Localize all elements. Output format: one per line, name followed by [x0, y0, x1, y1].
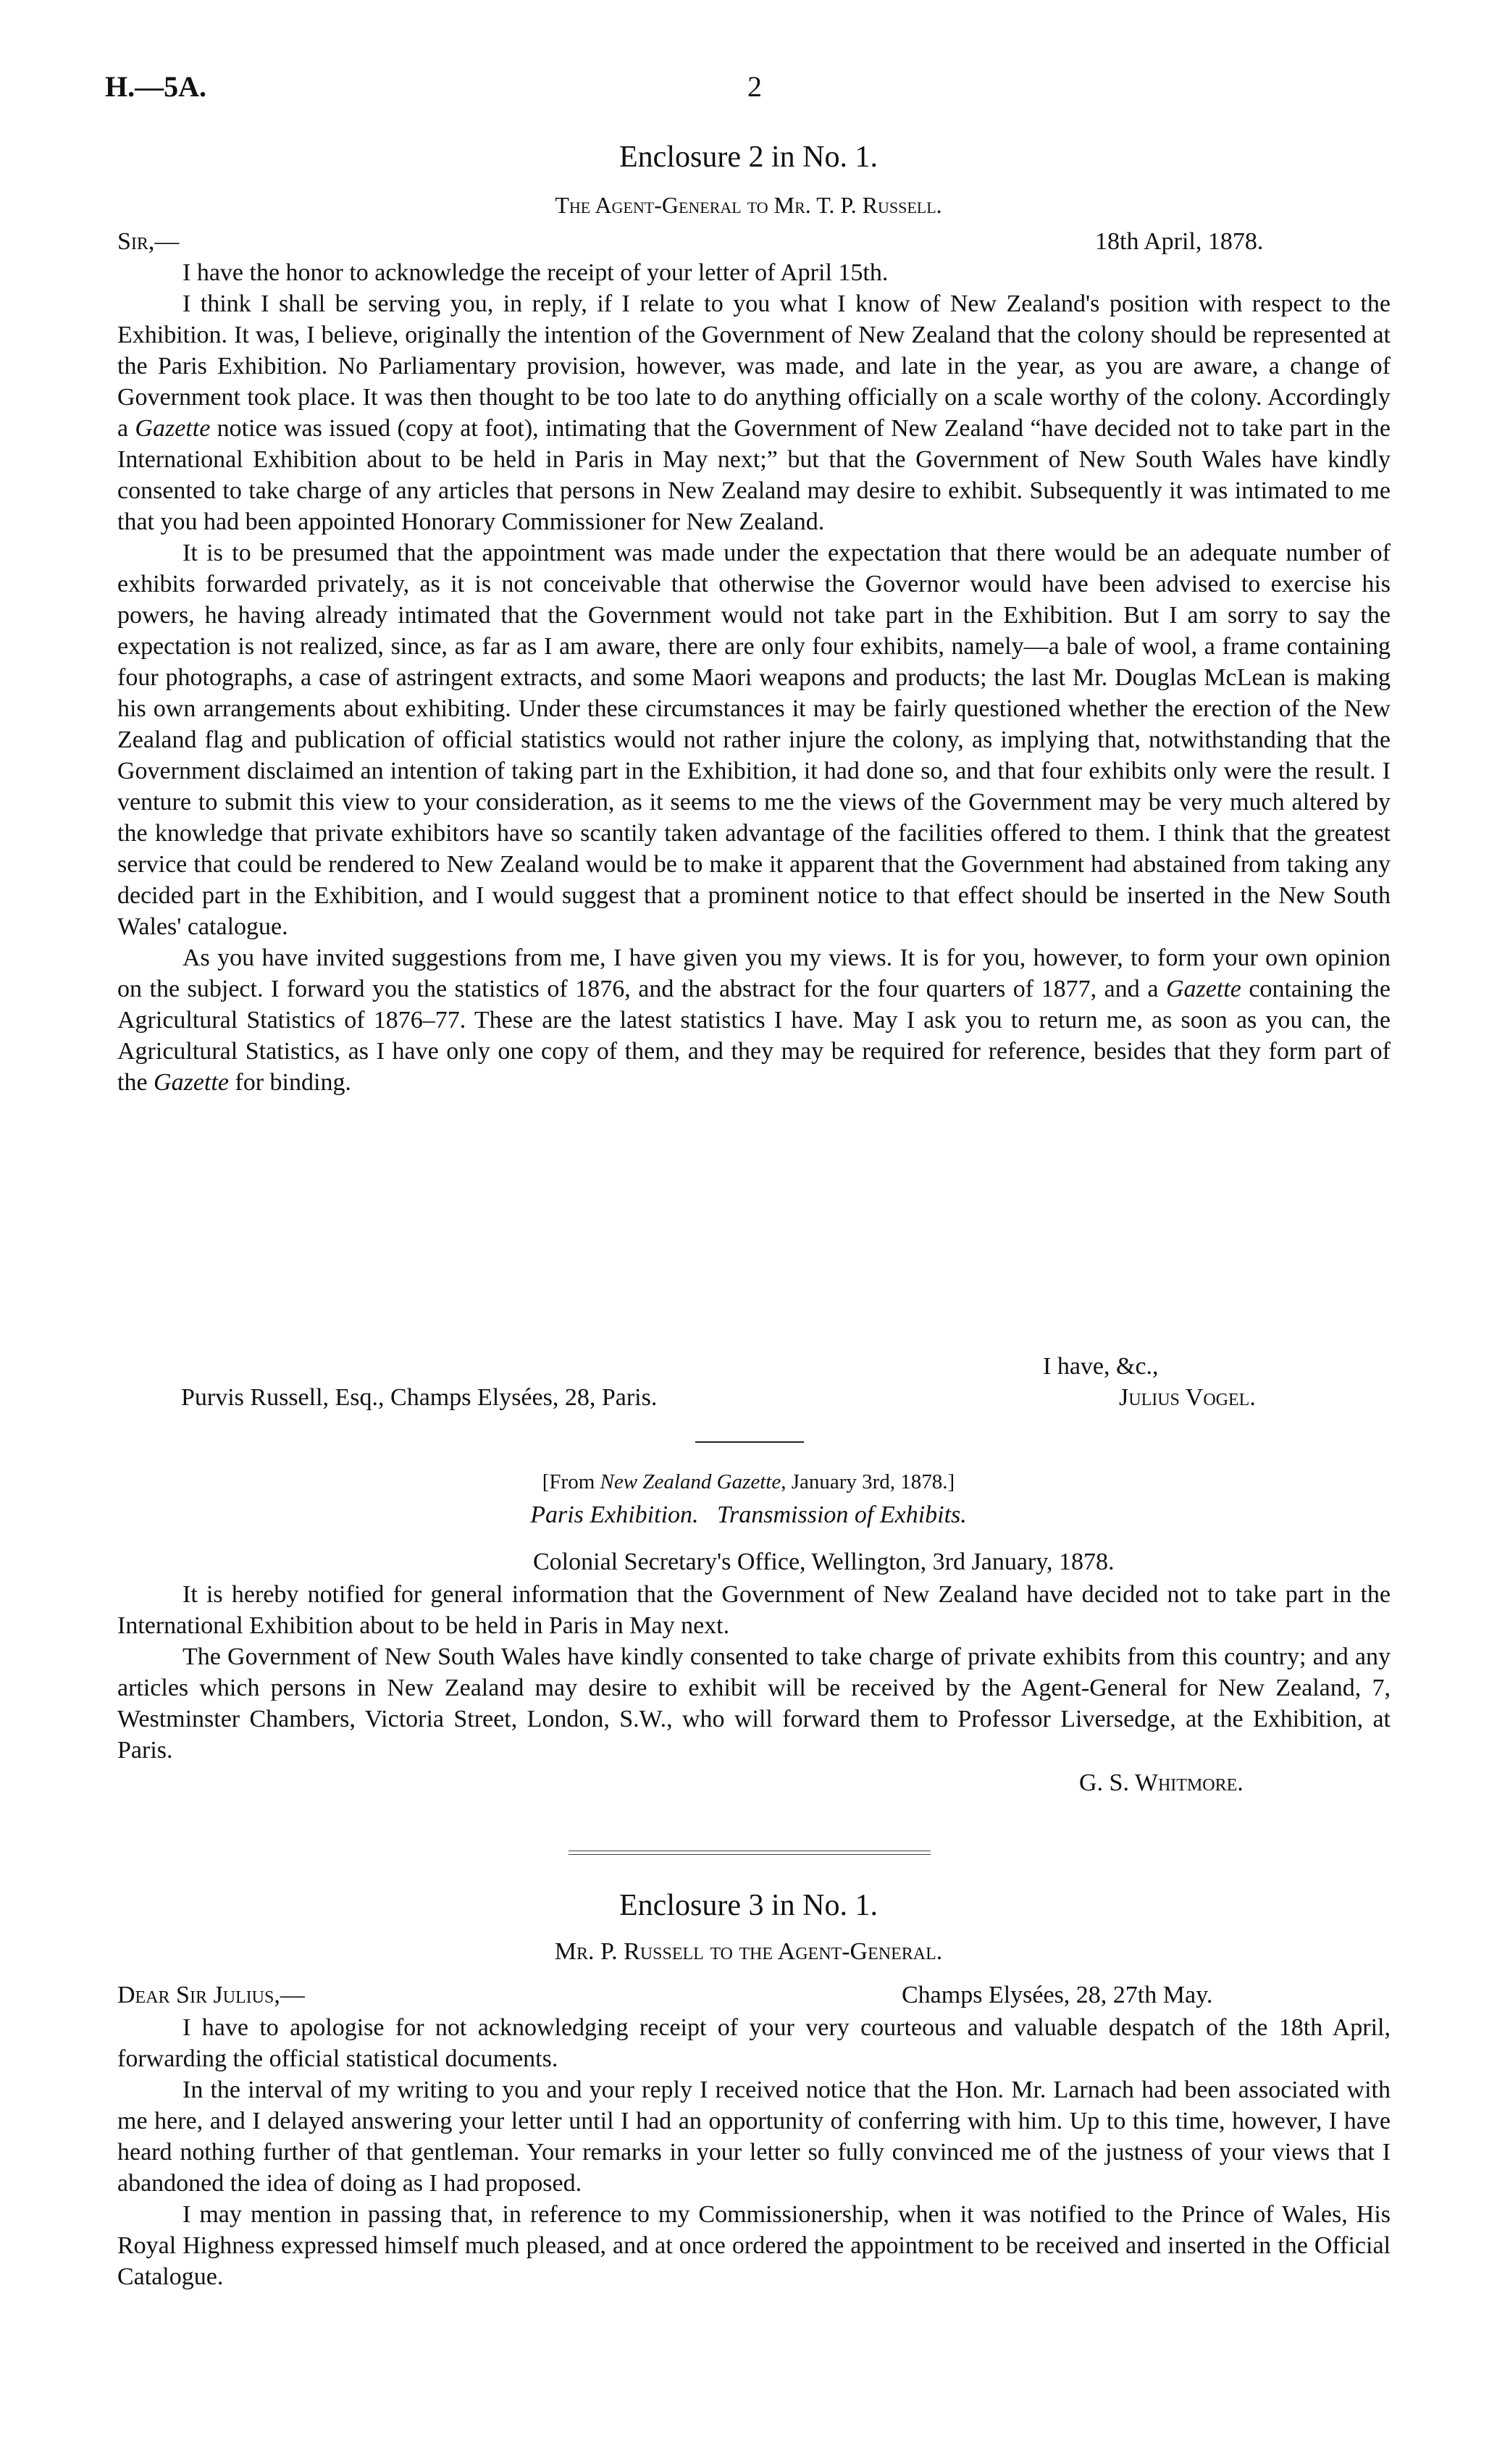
paragraph: It is hereby notified for general information that the Government of New Zealand have decided not to take part in the International Exhibition about to be held in Paris in May next.	[117, 1581, 1391, 1639]
gazette-office-date: Colonial Secretary's Office, Wellington, 3rd January, 1878.	[533, 1549, 1115, 1575]
paragraph: The Government of New South Wales have kindly consented to take charge of private exhibits from this country; and any articles which persons in New Zealand may desire to exhibit will be received by the Agent-General for New Zealand, 7, Westminster Chambers, Victoria Street, London, S.W., who will forward them to Professor Liversedge, at the Exhibition, at Paris.	[117, 1643, 1391, 1764]
gazette-source-suffix: , January 3rd, 1878.]	[781, 1470, 955, 1493]
paragraph-text: containing the Agricultural Statistics of 1876–77. These are the latest statistics I have. May I ask you to return me, as soon as you can, the Agricultural Statistics, as I have only one copy of them, and they may be required for reference, besides that they form part of the	[117, 976, 1391, 1096]
gazette-notice-signature: G. S. Whitmore.	[1079, 1769, 1244, 1796]
gazette-notice-title	[0, 1499, 1497, 1530]
paragraph: In the interval of my writing to you and your reply I received notice that the Hon. Mr. Larnach had been associated with me here, and I delayed answering your letter until I had an opportunity of conferring with him. Up to this time, however, I have heard nothing further of that gentleman. Your remarks in your letter so fully convinced me of the justness of your views that I abandoned the idea of doing as I had proposed.	[117, 2077, 1391, 2197]
page-number: 2	[747, 70, 762, 103]
gazette-notice-body	[117, 1579, 1391, 1766]
paragraph-text: As you have invited suggestions from me, I have given you my views. It is for you, however, to form your own opinion on the subject. I forward you the statistics of 1876, and the abstract for the four quarters of 1877, and a	[117, 944, 1391, 1002]
enclosure-2-addressee: Purvis Russell, Esq., Champs Elysées, 28, Paris.	[181, 1384, 658, 1411]
enclosure-2-heading: Enclosure 2 in No. 1.	[619, 141, 878, 174]
gazette-source-prefix: [From	[542, 1470, 600, 1493]
section-divider	[695, 1441, 804, 1443]
paragraph: I have to apologise for not acknowledging receipt of your very courteous and valuable despatch of the 18th April, forwarding the official statistical documents.	[117, 2014, 1391, 2072]
gazette-title: Gazette	[135, 415, 211, 442]
paragraph	[117, 288, 1391, 537]
paragraph: I have the honor to acknowledge the receipt of your letter of April 15th.	[183, 259, 889, 286]
paragraph: It is to be presumed that the appointment was made under the expectation that there would be an adequate number of exhibits forwarded privately, as it is not conceivable that otherwise the Governor would have been advised to exercise his powers, he having already intimated that the Government would not take part in the Exhibition. But I am sorry to say the expectation is not realized, since, as far as I am aware, there are only four exhibits, namely—a bale of wool, a frame containing four photographs, a case of astringent extracts, and some Maori weapons and products; the last Mr. Douglas McLean is making his own arrangements about exhibiting. Under these circumstances it may be fairly questioned whether the erection of the New Zealand flag and publication of official statistics would not rather injure the colony, as implying that, notwithstanding that the Government disclaimed an intention of taking part in the Exhibition, it had done so, and that four exhibits only were the result. I venture to submit this view to your consideration, as it seems to me the views of the Government may be very much altered by the knowledge that private exhibitors have so scantily taken advantage of the facilities offered to them. I think that the greatest service that could be rendered to New Zealand would be to make it apparent that the Government had abstained from taking any decided part in the Exhibition, and I would suggest that a prominent notice to that effect should be inserted in the New South Wales' catalogue.	[117, 540, 1391, 940]
enclosure-3-place-date: Champs Elysées, 28, 27th May.	[902, 1982, 1213, 2008]
paragraph-text: notice was issued (copy at foot), intimating that the Government of New Zealand “have decided not to take part in the International Exhibition about to be held in Paris in May next;” but that the Government of New South Wales have kindly consented to take charge of any articles that persons in New Zealand may desire to exhibit. Subsequently it was intimated to me that you had been appointed Honorary Commissioner for New Zealand.	[117, 415, 1391, 535]
enclosure-2-closing: I have, &c.,	[1043, 1353, 1159, 1380]
gazette-source-title: New Zealand Gazette	[600, 1470, 781, 1493]
document-reference: H.—5A.	[105, 70, 206, 103]
enclosure-2-date: 18th April, 1878.	[1095, 228, 1264, 255]
paragraph-text: I think I shall be serving you, in reply, if I relate to you what I know of New Zealand's position with respect to the Exhibition. It was, I believe, originally the intention of the Government of New Zealand that the colony should be represented at the Paris Exhibition. No Parliamentary provision, however, was made, and late in the year, as you are aware, a change of Government took place. It was then thought to be too late to do anything officially on a scale worthy of the colony. Accordingly a	[117, 290, 1391, 442]
gazette-notice-title-text: Paris Exhibition. Transmission of Exhibits.	[530, 1501, 967, 1528]
enclosure-3-from-to: Mr. P. Russell to the Agent-General.	[554, 1938, 943, 1965]
enclosure-3-heading: Enclosure 3 in No. 1.	[619, 1889, 878, 1922]
enclosure-2-body	[117, 257, 1391, 1098]
gazette-title: Gazette	[1165, 976, 1241, 1002]
paragraph-text: for binding.	[228, 1069, 351, 1096]
section-divider	[569, 1851, 931, 1855]
paragraph	[117, 942, 1391, 1098]
enclosure-2-signature: Julius Vogel.	[1119, 1384, 1256, 1411]
gazette-source-line	[0, 1467, 1497, 1498]
paragraph: I may mention in passing that, in reference to my Commissionership, when it was notified to the Prince of Wales, His Royal Highness expressed himself much pleased, and at once ordered the appointment to be received and inserted in the Official Catalogue.	[117, 2201, 1391, 2290]
enclosure-3-body	[117, 2012, 1391, 2292]
enclosure-2-from-to: The Agent-General to Mr. T. P. Russell.	[555, 192, 942, 218]
enclosure-2-salutation: Sir,—	[117, 228, 180, 255]
enclosure-3-salutation: Dear Sir Julius,—	[117, 1982, 305, 2008]
gazette-title: Gazette	[154, 1069, 229, 1096]
